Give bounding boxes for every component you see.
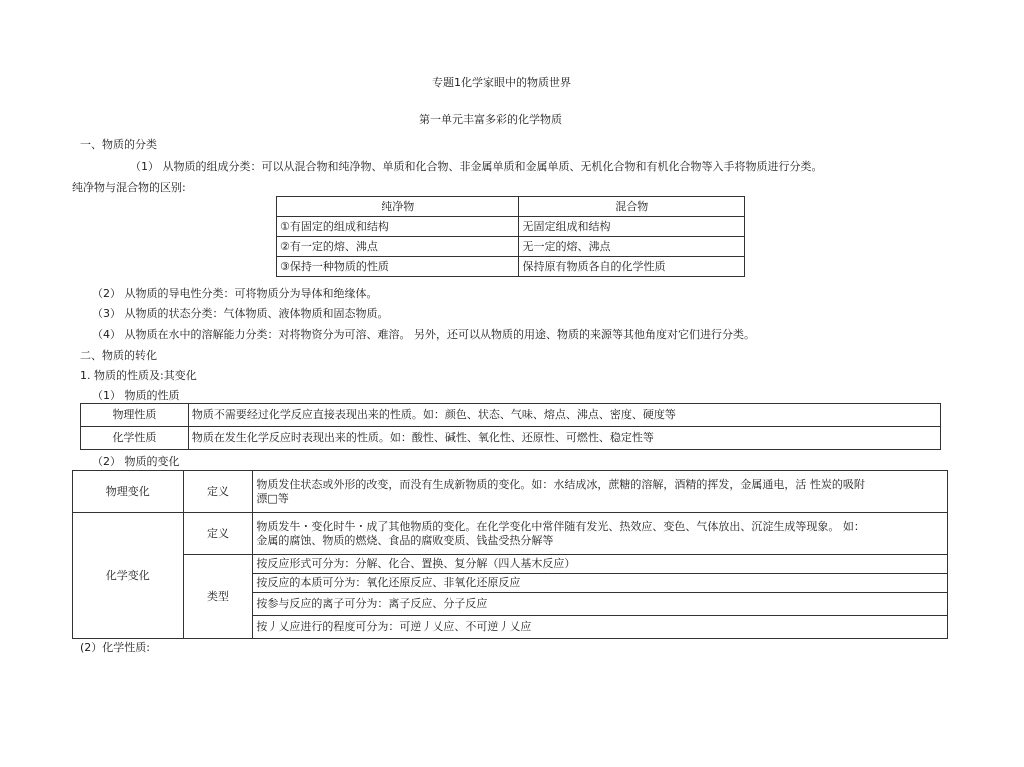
section1-heading: 一、物质的分类 — [80, 138, 157, 151]
table-cell: ①有固定的组成和结构 — [277, 217, 519, 237]
section2-sub1a: （1） 物质的性质 — [92, 389, 180, 402]
chemical-type-label: 类型 — [183, 555, 253, 639]
table-row — [277, 257, 745, 277]
chemical-type-row: 按反应形式可分为：分解、化合、置换、复分解（四人基木反应） — [253, 555, 948, 574]
physical-def-line1: 物质发住状态或外形的改变，而没有生成新物质的变化。如：水结成冰，蔗糖的溶解，酒精的挥发，金属通电，活 性炭的吸附 — [256, 477, 865, 491]
table-header-mixture: 混合物 — [519, 197, 745, 217]
table-row — [277, 217, 745, 237]
physical-def-line2: 漂□等 — [256, 491, 289, 505]
section1-item2: （2） 从物质的导电性分类：可将物质分为导体和绝缘体。 — [92, 287, 378, 300]
chemical-type-row: 按反应的本质可分为：氧化还原反应、非氧化还原反应 — [253, 574, 948, 593]
page-title: 专题1化学家眼中的物质世界 — [432, 76, 571, 89]
purity-table — [276, 196, 745, 277]
table-cell: 物质不需要经过化学反应直接表现出来的性质。如：颜色、状态、气味、熔点、沸点、密度、硬度等 — [188, 404, 940, 427]
table-cell-label: 物理性质 — [81, 404, 189, 427]
properties-table — [80, 403, 941, 450]
chemical-def-line2: 金属的腐蚀、物质的燃烧、食品的腐败变质、钱盐受热分解等 — [256, 533, 554, 547]
table-row — [277, 237, 745, 257]
physical-change-label: 物理变化 — [73, 471, 184, 513]
table-header-pure: 纯净物 — [277, 197, 519, 217]
change-table — [72, 470, 948, 639]
chemical-change-label: 化学变化 — [73, 513, 184, 639]
section2-heading: 二、物质的转化 — [80, 349, 157, 362]
section2-sub1b: （2） 物质的变化 — [92, 455, 180, 468]
table-cell: ③保持一种物质的性质 — [277, 257, 519, 277]
section1-item4: （4） 从物质在水中的溶解能力分类：对将物资分为可溶、难溶。 另外，还可以从物质的用途、物质的来源等其他角度对它们进行分类。 — [92, 328, 755, 341]
section2-sub2: (2）化学性质: — [80, 641, 150, 654]
section2-sub1: 1. 物质的性质及:其变化 — [80, 369, 197, 382]
chemical-type-row: 按丿乂应进行的程度可分为：可逆丿乂应、不可逆丿乂应 — [253, 616, 948, 639]
page-subtitle: 第一单元丰富多彩的化学物质 — [419, 113, 562, 126]
chemical-type-row: 按参与反应的离子可分为：离子反应、分子反应 — [253, 593, 948, 616]
section1-item3: （3） 从物质的状态分类：气体物质、液体物质和固态物质。 — [92, 307, 389, 320]
table-row — [81, 427, 941, 450]
table-cell: 物质在发生化学反应时表现出来的性质。如：酸性、碱性、氧化性、还原性、可燃性、稳定性等 — [188, 427, 940, 450]
section1-item1: （1） 从物质的组成分类：可以从混合物和纯净物、单质和化合物、非金属单质和金属单质、无机化合物和有机化合物等入手将物质进行分类。 — [130, 160, 823, 173]
chemical-def-line1: 物质发牛・变化时牛・成了其他物质的变化。在化学变化中常伴随有发光、热效应、变色、气体放出、沉淀生成等现象。 如： — [256, 519, 865, 533]
chemical-def-text — [253, 513, 948, 555]
table-cell-label: 化学性质 — [81, 427, 189, 450]
table-cell: 保持原有物质各自的化学性质 — [519, 257, 745, 277]
physical-def-label: 定义 — [183, 471, 253, 513]
section1-diff-label: 纯净物与混合物的区别: — [72, 181, 186, 194]
table-cell: 无一定的熔、沸点 — [519, 237, 745, 257]
table-cell: 无固定组成和结构 — [519, 217, 745, 237]
physical-def-text — [253, 471, 948, 513]
chemical-def-label: 定义 — [183, 513, 253, 555]
table-row — [81, 404, 941, 427]
table-cell: ②有一定的熔、沸点 — [277, 237, 519, 257]
